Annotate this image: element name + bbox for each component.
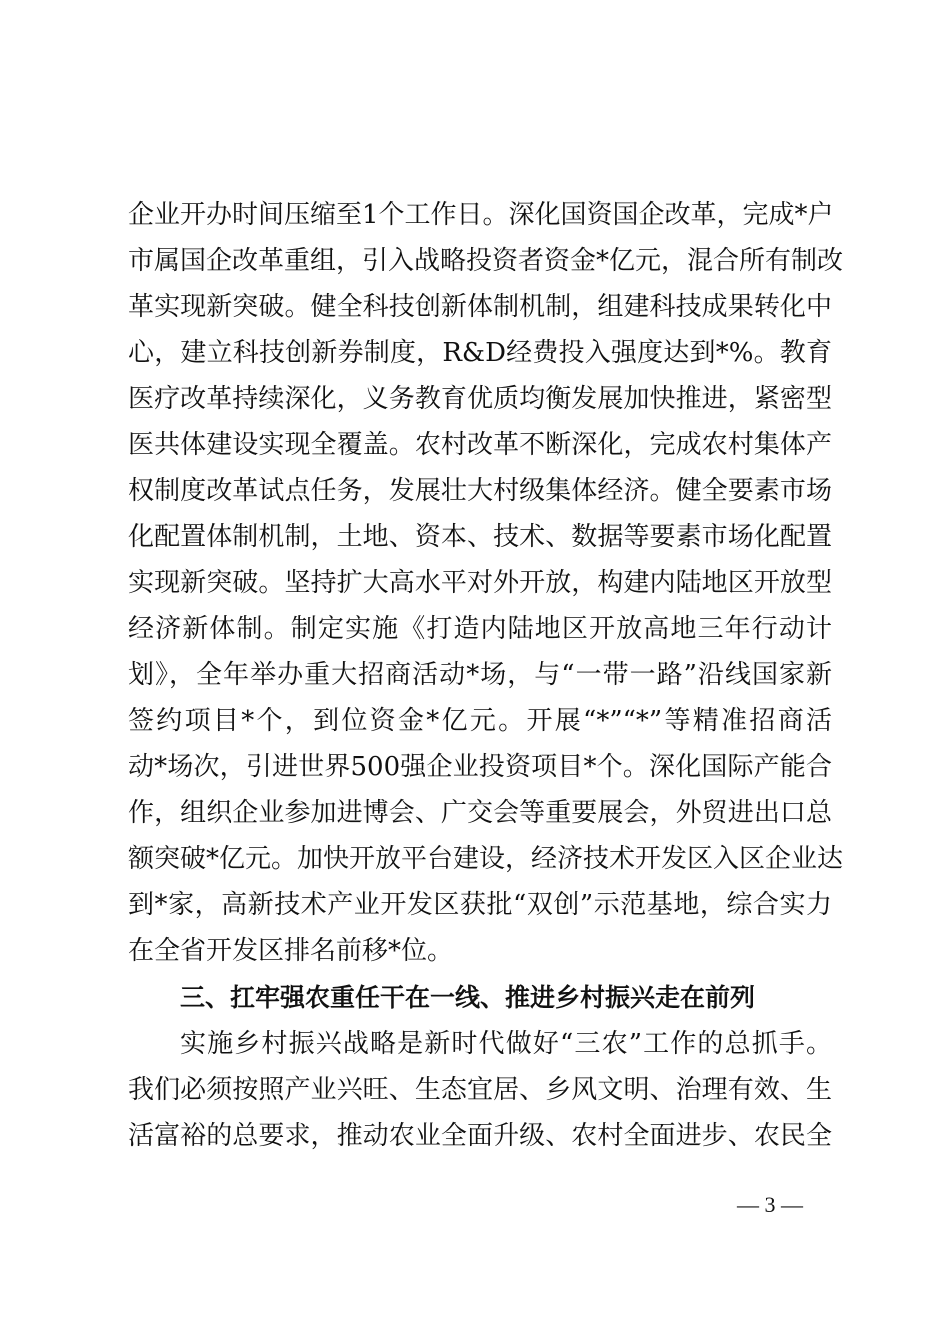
paragraph-1-line: 经济新体制。制定实施《打造内陆地区开放高地三年行动计: [128, 614, 832, 644]
paragraph-1-line: 权制度改革试点任务，发展壮大村级集体经济。健全要素市场: [128, 476, 832, 506]
paragraph-2-line: 我们必须按照产业兴旺、生态宜居、乡风文明、治理有效、生: [128, 1075, 832, 1105]
section-heading: 三、扛牢强农重任干在一线、推进乡村振兴走在前列: [180, 983, 756, 1012]
paragraph-1-line: 动*场次，引进世界500强企业投资项目*个。深化国际产能合: [128, 752, 832, 782]
paragraph-1-line: 企业开办时间压缩至1个工作日。深化国资国企改革，完成*户: [128, 200, 834, 230]
paragraph-2-line: 实施乡村振兴战略是新时代做好“三农”工作的总抓手。: [180, 1029, 832, 1059]
paragraph-2-line: 活富裕的总要求，推动农业全面升级、农村全面进步、农民全: [128, 1121, 832, 1151]
paragraph-1-line: 在全省开发区排名前移*位。: [128, 936, 454, 966]
paragraph-1-line: 额突破*亿元。加快开放平台建设，经济技术开发区入区企业达: [128, 844, 844, 874]
paragraph-1-line: 作，组织企业参加进博会、广交会等重要展会，外贸进出口总: [128, 798, 832, 828]
paragraph-1-line: 到*家，高新技术产业开发区获批“双创”示范基地，综合实力: [128, 890, 832, 920]
paragraph-1-line: 市属国企改革重组，引入战略投资者资金*亿元，混合所有制改: [128, 246, 844, 276]
paragraph-1-line: 医疗改革持续深化，义务教育优质均衡发展加快推进，紧密型: [128, 384, 832, 414]
paragraph-1-line: 医共体建设实现全覆盖。农村改革不断深化，完成农村集体产: [128, 430, 832, 460]
paragraph-1-line: 化配置体制机制，土地、资本、技术、数据等要素市场化配置: [128, 522, 832, 552]
paragraph-1-line: 心，建立科技创新券制度，R&D经费投入强度达到*%。教育: [128, 338, 832, 368]
paragraph-1-line: 划》，全年举办重大招商活动*场，与“一带一路”沿线国家新: [128, 660, 832, 690]
paragraph-1-line: 实现新突破。坚持扩大高水平对外开放，构建内陆地区开放型: [128, 568, 832, 598]
paragraph-1-line: 签约项目*个，到位资金*亿元。开展“*”“*”等精准招商活: [128, 706, 832, 736]
page-number: — 3 —: [737, 1192, 803, 1217]
paragraph-1-line: 革实现新突破。健全科技创新体制机制，组建科技成果转化中: [128, 292, 832, 322]
